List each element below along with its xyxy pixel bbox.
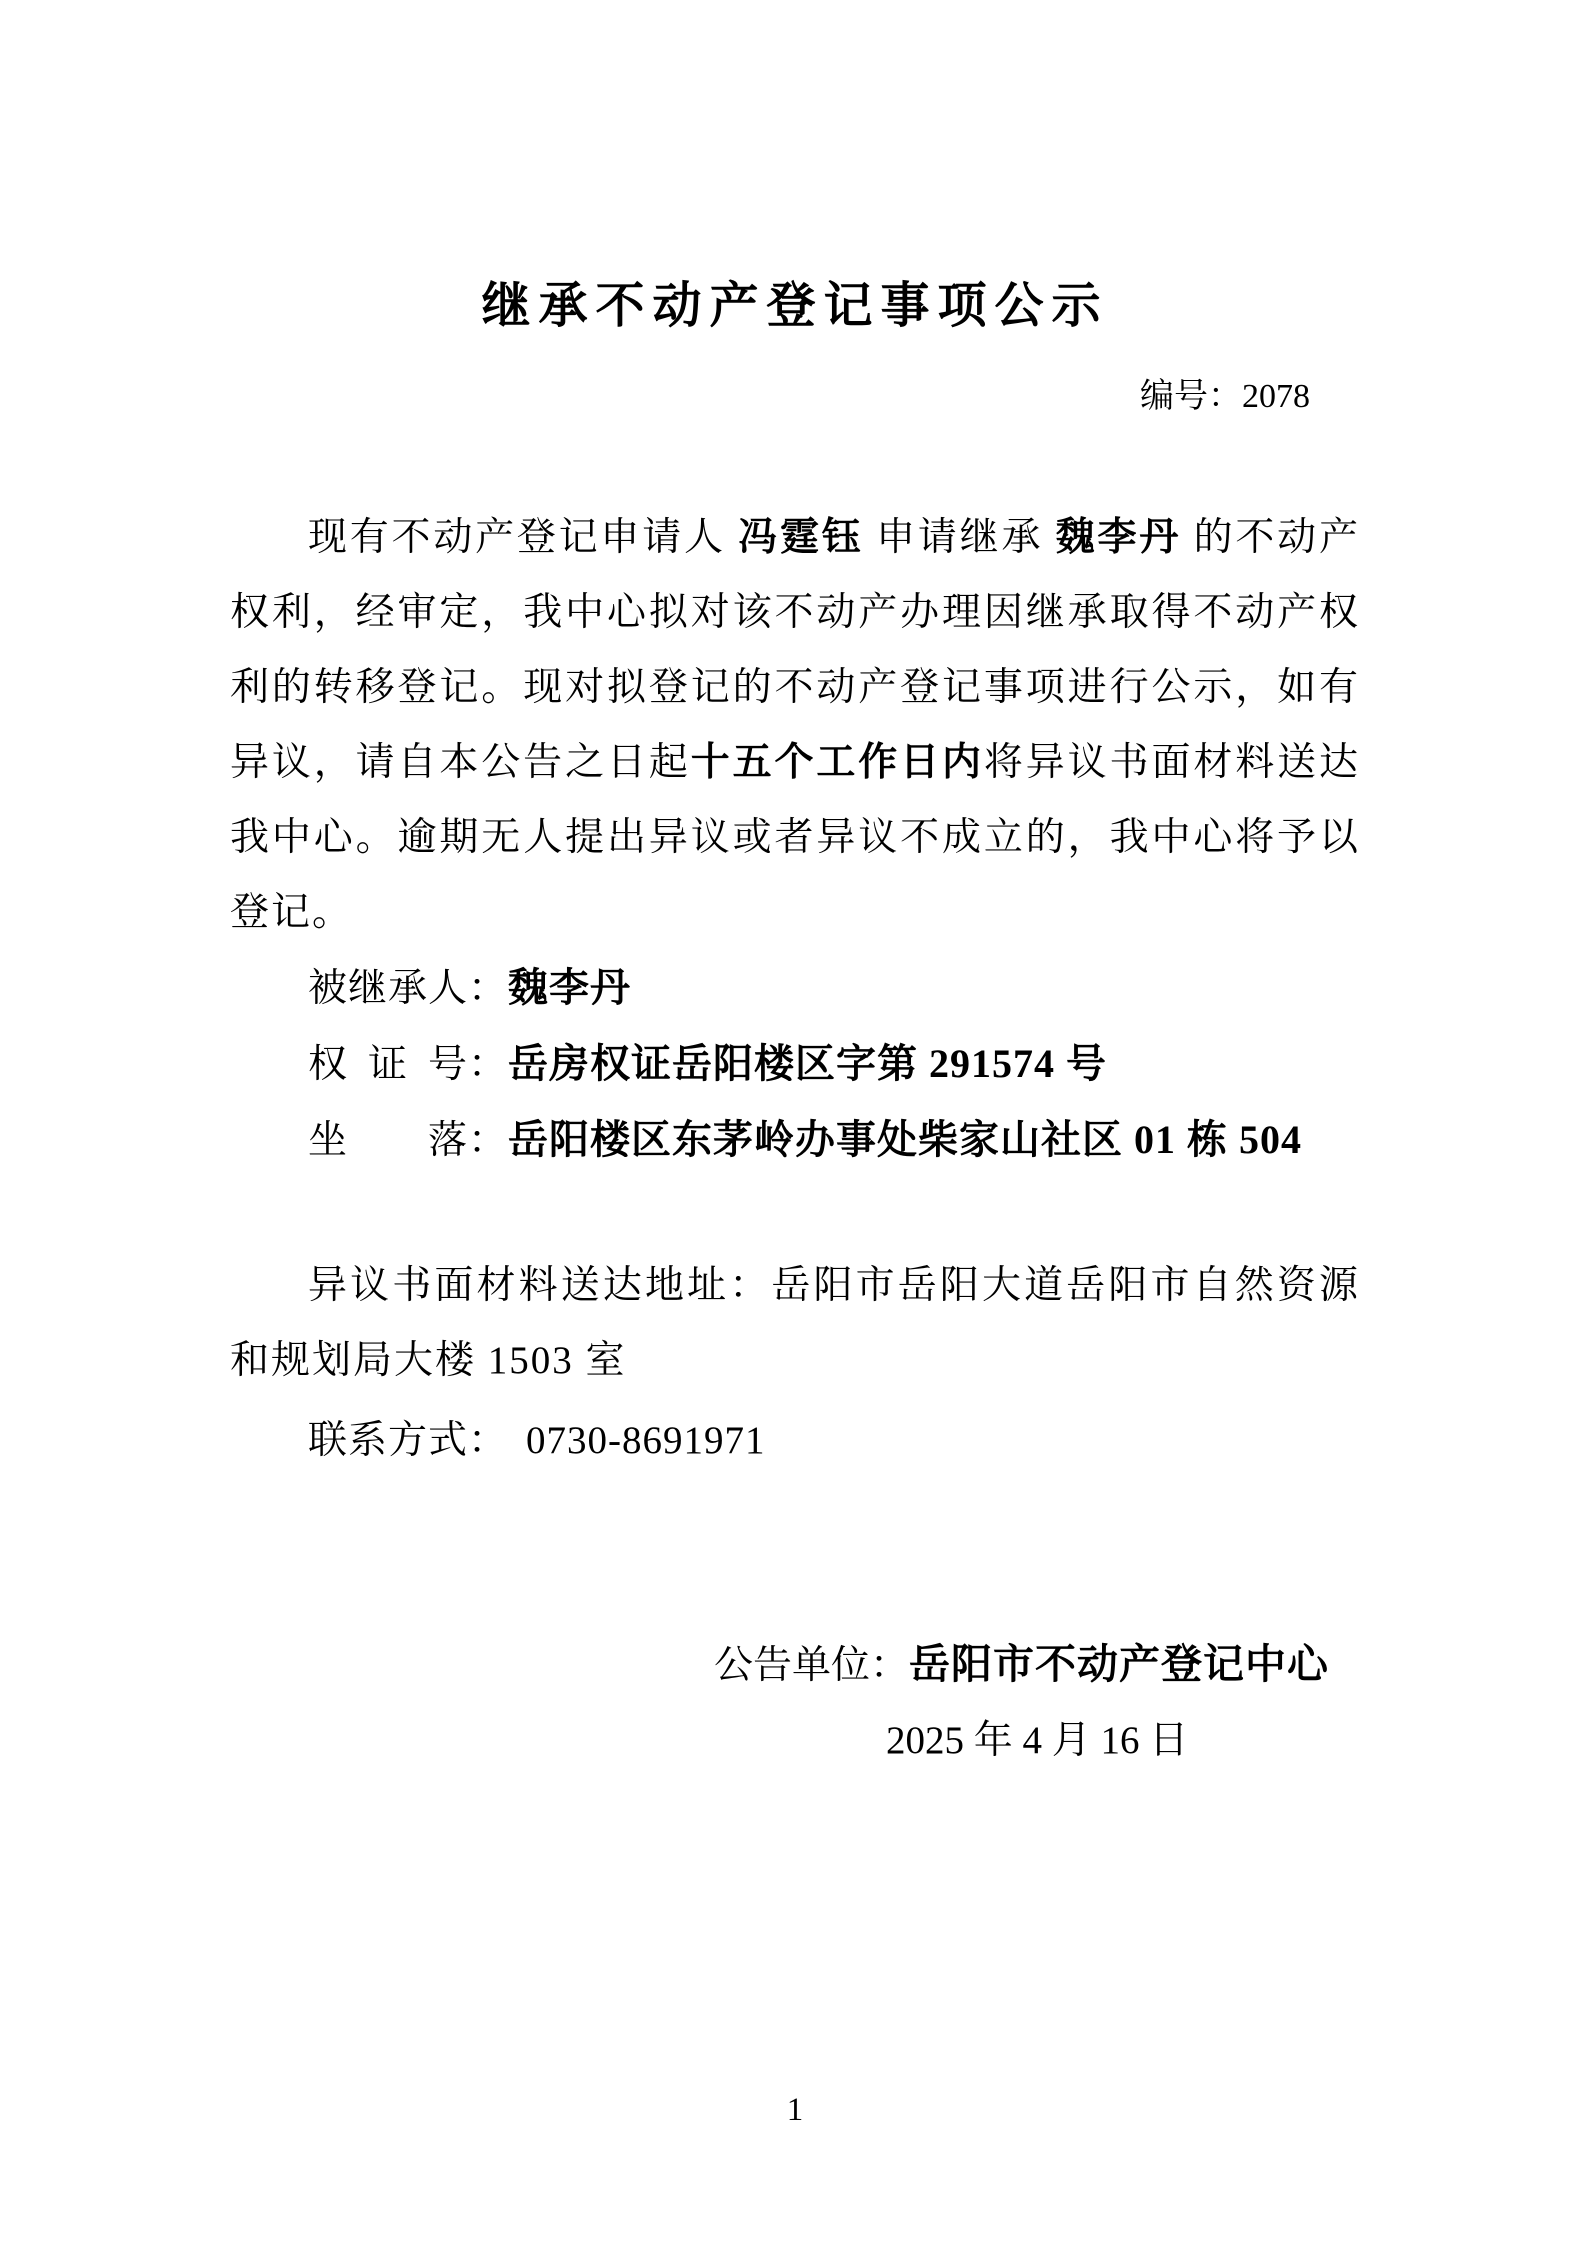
fields-section <box>230 950 1360 1178</box>
page-title: 继承不动产登记事项公示 <box>481 279 1109 333</box>
field-label: 被继承人 <box>308 967 469 1010</box>
field-colon: ： <box>468 1119 509 1162</box>
paragraph-text: 将异议书面材料送达我中心。逾期无人提出异议或者异议不成立的，我中心将予以登记。 <box>230 741 1360 934</box>
field-colon: ： <box>468 967 509 1010</box>
contact-label: 联系方式： <box>308 1419 509 1462</box>
deadline-emphasis: 十五个工作日内 <box>690 741 984 784</box>
decedent-name: 魏李丹 <box>1055 516 1182 559</box>
applicant-name: 冯霆钰 <box>738 516 864 559</box>
field-value: 岳阳楼区东茅岭办事处柴家山社区 01 栋 504 <box>508 1117 1303 1162</box>
doc-number-line <box>230 372 1360 422</box>
field-label: 坐落 <box>308 1119 468 1162</box>
field-label: 权证号 <box>308 1043 468 1086</box>
page-number: 1 <box>786 2092 804 2128</box>
paragraph-text: 申请继承 <box>863 516 1056 559</box>
date-line: 2025 年 4 月 16 日 <box>886 1719 1189 1762</box>
field-row-location <box>230 1102 1360 1178</box>
issuer-label: 公告单位： <box>714 1644 910 1687</box>
contact-value: 0730-8691971 <box>526 1419 766 1462</box>
doc-number-label: 编号： <box>1140 378 1242 415</box>
field-value: 岳房权证岳阳楼区字第 291574 号 <box>508 1041 1108 1086</box>
doc-number-value: 2078 <box>1242 378 1310 415</box>
field-value: 魏李丹 <box>508 965 632 1010</box>
issuer-value: 岳阳市不动产登记中心 <box>909 1641 1330 1687</box>
address-paragraph: 异议书面材料送达地址：岳阳市岳阳大道岳阳市自然资源和规划局大楼 1503 室 <box>230 1264 1360 1382</box>
field-row-decedent <box>230 950 1360 1026</box>
field-row-certificate <box>230 1026 1360 1102</box>
paragraph-text: 的不动产权利，经审定，我中心拟对该不动产办理因继承取得不动产权利的转移登记。现对拟登记的不动产登记事项进行公示，如有异议，请自本公告之日起 <box>230 516 1360 784</box>
field-colon: ： <box>468 1043 509 1086</box>
main-paragraph <box>230 500 1360 950</box>
paragraph-text: 现有不动产登记申请人 <box>308 516 739 559</box>
issuer-line <box>230 1627 1360 1703</box>
contact-line <box>230 1403 1360 1478</box>
